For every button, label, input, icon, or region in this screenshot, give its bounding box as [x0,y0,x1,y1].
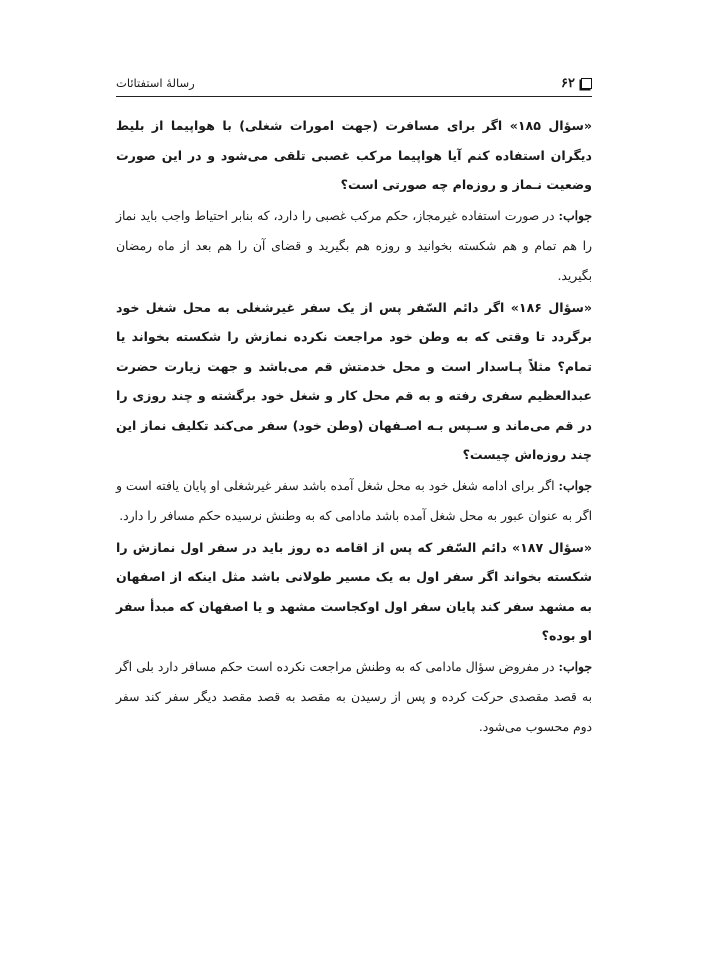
page-number-group [561,76,592,91]
answer-text: اگر برای ادامه شغل خود به محل شغل آمده باشد سفر غیرشغلی او پایان یافته است و اگر به عنوان عبور به محل شغل آمده باشد مادامی که به وطنش نرسیده حکم مسافر را دارد. [116,478,592,523]
question-186 [116,293,592,470]
question-label: «سؤال ۱۸۵» [509,118,593,133]
page-number: ۶۲ [561,75,575,91]
question-text: اگر دائم السّفر پس از یک سفر غیرشغلی به محل شغل خود برگردد تا وقتی که به وطن خود مراجعت نکرده نمازش را شکسته بخواند یا تمام؟ مثلاً پـاسدار است و محل خدمتش قم می‌باشد و جهت زیارت حضرت عبدالعظیم سفری رفته و به قم محل کار و شغل خود برگشته و چند روزی را در قم می‌ماند و سـپس بـه اصـفهان (وطن خود) سفر می‌کند تکلیف نماز این چند روزه‌اش چیست؟ [116,299,592,462]
answer-185 [116,201,592,291]
answer-text: در مفروض سؤال مادامی که به وطنش مراجعت نکرده است حکم مسافر دارد بلی اگر به قصد مقصدی حرکت کرده و پس از رسیدن به مقصد به قصد مقصد دیگر سفر کند سفر دوم محسوب می‌شود. [116,659,592,734]
answer-label: جواب: [558,658,592,674]
answer-text: در صورت استفاده غیرمجاز، حکم مرکب غصبی را دارد، که بنابر احتیاط واجب باید نماز را هم تمام و هم شکسته بخوانید و روزه هم بگیرید و قضای آن را هم بعد از ماه رمضان بگیرید. [116,208,592,283]
question-label: «سؤال ۱۸۶» [510,299,593,315]
document-page [116,72,592,744]
square-bullet-icon [581,78,592,89]
question-187 [116,533,592,651]
page-body [116,111,592,742]
question-text: دائم السّفر که پس از اقامه ده روز باید در سفر اول نمازش را شکسته بخواند اگر سفر اول به یک مسیر طولانی باشد مثل اینکه از اصفهان به مشهد سفر کند پایان سفر اول اوکجاست مشهد و یا اصفهان که مبدأ سفر او بوده؟ [116,539,592,643]
page-header [116,72,592,97]
running-title: رسالۀ استفتائات [116,76,195,90]
question-label: «سؤال ۱۸۷» [511,539,592,555]
answer-label: جواب: [558,207,592,223]
question-text: اگر برای مسافرت (جهت امورات شغلی) با هواپیما از بلیط دیگران استفاده کنم آیا هواپیما مرکب غصبی تلقی می‌شود و در این صورت وضعیت نـماز و روزه‌ام چه صورتی است؟ [116,118,592,192]
answer-186 [116,471,592,531]
question-185 [116,111,592,200]
answer-187 [116,652,592,742]
answer-label: جواب: [558,477,592,493]
